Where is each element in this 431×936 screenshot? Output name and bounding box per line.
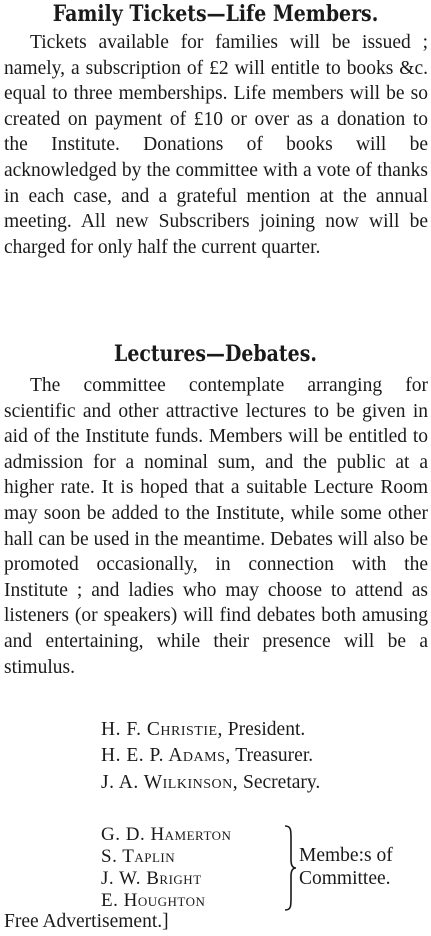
officer-name: J. A. Wilkinson, [101, 772, 239, 793]
committee-list [101, 824, 231, 912]
officer-role: Secretary. [243, 772, 321, 793]
committee-member: E. Houghton [101, 890, 206, 911]
officer-name: H. E. P. Adams, [101, 745, 231, 766]
section-title-lectures-debates: Lectures—Debates. [114, 341, 317, 367]
officer-role: President. [227, 719, 306, 740]
section-title-family-tickets: Family Tickets—Life Members. [52, 1, 379, 27]
committee-label-line2: Committee. [299, 868, 391, 889]
committee-label-line1: Membe:s of [299, 845, 393, 866]
footer-note: Free Advertisement.] [4, 911, 169, 932]
curly-brace-icon [283, 824, 297, 912]
officer-secretary [101, 770, 320, 795]
paragraph-lectures-debates: The committee contemplate arranging for scientific and other attractive lectures to be given in aid of the Institute funds. Members will be entitled to admission for a nominal sum, and the public at a higher rate. It is hoped that a suitable Lecture Room may soon be added to the Institute, while some other hall can be used in the meantime. Debates will also be promoted occasionally, in connection with the Institute ; and ladies who may choose to attend as listeners (or speakers) will find debates both amusing and entertaining, while their presence will be a stimulus. [4, 375, 428, 678]
officer-treasurer [101, 743, 313, 768]
officer-name: H. F. Christie, [101, 719, 223, 740]
committee-label [299, 844, 393, 890]
committee-member: J. W. Bright [101, 868, 202, 889]
officer-president [101, 717, 305, 742]
officer-role: Treasurer. [235, 745, 314, 766]
committee-member: S. Taplin [101, 846, 176, 867]
committee-member: G. D. Hamerton [101, 824, 232, 845]
paragraph-family-tickets: Tickets available for families will be issued ; namely, a subscription of £2 will entitle to books &c. equal to three memberships. Life members will be so created on payment of £10 or over as a donation to the Institute. Donations of books will be acknowledged by the committee with a vote of thanks in each case, and a grateful mention at the annual meeting. All new Subscribers joining now will be charged for only half the current quarter. [4, 32, 428, 258]
